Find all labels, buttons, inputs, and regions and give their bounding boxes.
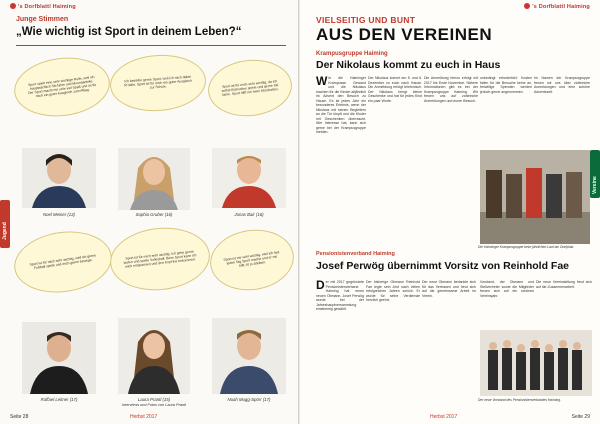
section-side-tab: Vereine: [590, 150, 600, 198]
photo-credit: Interviews und Fotos von Laura Prantl: [122, 403, 186, 407]
article-title: Der Nikolaus kommt zu euch in Haus: [316, 59, 501, 71]
speech-bubble: Sport ist mir sehr wichtig, weil ich fast jeden Tag Sport mache und er mir hilft, fit zu bleiben.: [206, 224, 298, 295]
photo-caption: Laura Prantl (15): [137, 397, 171, 402]
divider: [16, 45, 286, 46]
photo-caption: Der neue Vorstand des Pensionistenverbandes Haiming.: [478, 398, 561, 402]
photo-caption: Noah Mugg-Spörr (17): [227, 397, 271, 402]
article-column: Die neue Vereinsleitung freut sich auf die Zusammenarbeit.: [536, 280, 592, 289]
section-kicker: Junge Stimmen: [16, 16, 69, 23]
article-column: Im Namen der Krampusgruppe freuen wir uns über zahlreiche Anmeldungen und eine schöne Adventszeit.: [534, 76, 590, 94]
brand-header-left: 's Dorfblattl Haiming: [10, 3, 76, 10]
brand-logo-icon: [10, 3, 16, 9]
section-kicker: VIELSEITIG UND BUNT: [316, 15, 416, 25]
article-column: Der neue Obmann bedankte sich für das Vertrauen und freut sich auf die gemeinsame Arbeit im Verein.: [422, 280, 476, 298]
speech-bubble: Ich betreibe gerne Sport, weil ich mich dabei fit halte. Sport ist für mich ein guter Ausgleich zur Schule.: [108, 52, 208, 115]
article-column: Die Anmeldung hierzu erfolgt mit 2017 bis Ende November. Nähere Informationen gibt es bei der Krampusgruppe Haiming. Wir freuen uns auf zahlreiche Anmeldungen und euren Besuch.: [424, 76, 478, 103]
portrait-photo: [22, 148, 96, 208]
portrait-photo: [118, 318, 190, 394]
article-column: Vorstand, der Obmann und Stellvertreter sowie die Mitglieder freuen sich auf ein schönes Vereinsjahr.: [480, 280, 534, 298]
page-number: Seite 29: [571, 414, 590, 420]
portrait-photo: [212, 148, 286, 208]
portrait-photo: [118, 148, 190, 210]
speech-bubble: Sport ist für mich sehr wichtig, weil ich gerne Fußball spiele und mich gerne bewege.: [10, 225, 115, 298]
brand-header-right: 's Dorfblattl Haiming: [524, 3, 590, 10]
edition-label: Herbst 2017: [130, 414, 158, 420]
article-column: Der bisherige Obmann Reinhold Fae legte sein Amt nach vielen erfolgreichen Jahren zurück. Er wurde für seine Verdienste herzlich geehrt.: [366, 280, 420, 302]
article-subhead: Pensionistenverband Haiming: [316, 251, 395, 257]
article-column: Der Nikolaus kommt am 5. und 6. Dezember zu euch nach Hause. Die Anmeldung erfolgt telefonisch. Der Nikolaus bringt kleine Geschenke und hat für jedes Kind ein paar Worte.: [368, 76, 422, 103]
section-headline: AUS DEN VEREINEN: [316, 25, 493, 44]
portrait-photo: [22, 322, 96, 394]
photo-caption: Jonas Bair (16): [234, 212, 264, 217]
drop-cap: W: [316, 76, 328, 88]
speech-bubble: Sport ist für mich sehr wichtig. Ich gehe gerne laufen und spiele Volleyball. Beim Sport kann ich mich entspannen und den Kopf frei bekommen.: [107, 223, 213, 295]
article-column: Wie die Haiminger Krampusse Gewand und die Nikolaus machen für die Kinder alljährlich im Advent den Besuch zu Hause. Es ist jedes Jahr ein besonderes Erlebnis, wenn der Nikolaus mit seinen Begleitern an die Tür klopft und die Kinder mit Geschenken überrascht. Wer Interesse hat, kann sich gerne bei der Krampusgruppe melden.: [316, 76, 366, 134]
article-title: Josef Perwög übernimmt Vorsitz von Reinhold Fae: [316, 260, 570, 272]
page-number: Seite 28: [10, 414, 29, 420]
speech-bubble: Sport spielt eine sehr wichtige Rolle, weil ich hauptsächlich Ski fahre und Mountainbike. Der Sport macht mir sehr viel Spaß und ist für mich ein guter Ausgleich zum Alltag.: [11, 52, 113, 121]
article-column: unbedingt erforderlich! Kosten fallen für die Besuche keine an, freiwillige Spenden werden jedoch gerne angenommen.: [480, 76, 532, 94]
right-page: [300, 0, 600, 424]
article-subhead: Krampusgruppe Haiming: [316, 51, 388, 57]
section-side-tab: Jugend: [0, 200, 10, 248]
group-photo: [480, 150, 590, 244]
photo-caption: Noel Meiner (13): [42, 212, 75, 217]
group-photo: [480, 330, 592, 396]
speech-bubble: Sport ist für mich sehr wichtig, da ich selbst Eishockey spiele und gerne Ski fahre. Sport hilft mir beim Abschalten.: [205, 56, 294, 120]
article-column: Der mit 2017 gegründete Pensionistenverband Haiming hat einen neuen Obmann. Josef Perwög wurde bei der Jahreshauptversammlung einstimmig gewählt.: [316, 280, 364, 311]
page-headline: „Wie wichtig ist Sport in deinem Leben?“: [16, 26, 242, 38]
photo-caption: Sophia Gruber (16): [135, 212, 173, 217]
drop-cap: D: [316, 280, 325, 292]
photo-caption: Die Haiminger Krampusgruppe beim jährlichen Lauf am Dorfplatz.: [478, 245, 575, 249]
photo-caption: Raffael Leitner (17): [40, 397, 78, 402]
edition-label: Herbst 2017: [430, 414, 458, 420]
portrait-photo: [212, 318, 286, 394]
brand-logo-icon: [524, 3, 530, 9]
